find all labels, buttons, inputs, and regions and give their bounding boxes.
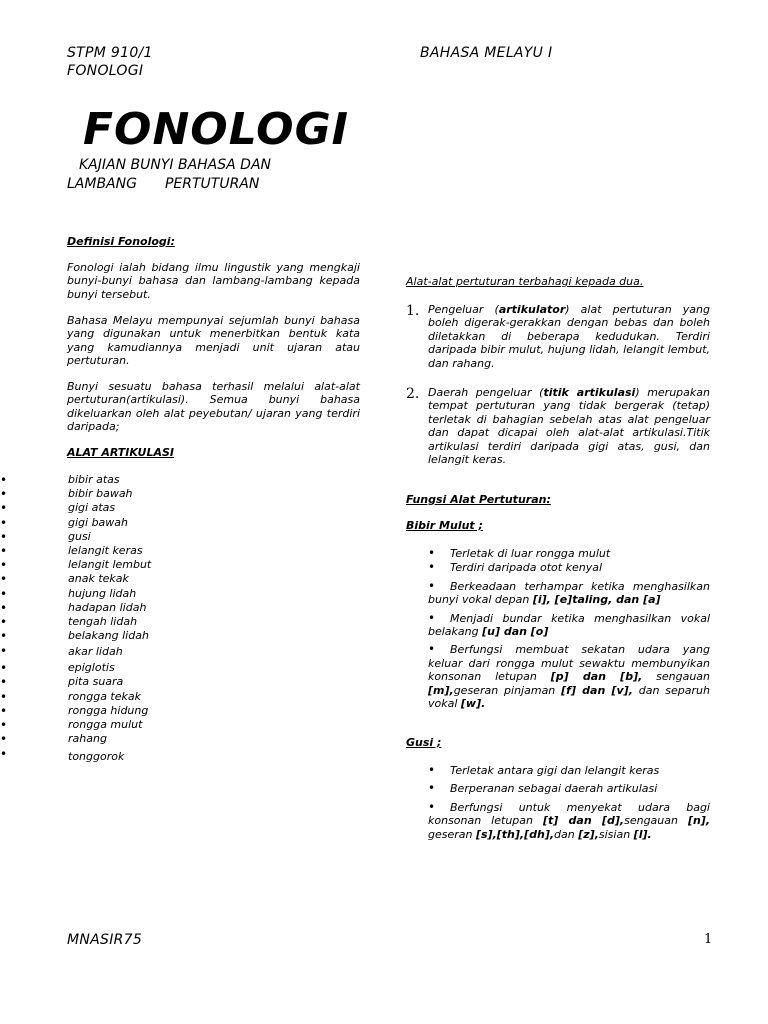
list-item: • bibir bawah [0, 487, 133, 502]
list-item: • Terletak di luar rongga mulut [428, 546, 611, 560]
header-topic: FONOLOGI [67, 63, 144, 79]
list-item: • rongga tekak [0, 689, 141, 704]
header-subject: BAHASA MELAYU I [420, 45, 553, 61]
list-item: • lelangit lembut [0, 558, 152, 573]
list-item: • gigi atas [0, 501, 116, 516]
list-item: • Berperanan sebagai daerah artikulasi [428, 781, 658, 796]
fungsi-heading: Fungsi Alat Pertuturan: [406, 493, 551, 506]
list-item: • hujung lidah [0, 586, 137, 601]
page-number: 1 [704, 932, 713, 947]
list-item: • bibir atas [0, 473, 120, 487]
list-item: • akar lidah [0, 644, 123, 659]
page-title: FONOLOGI [83, 104, 350, 155]
item-2 [406, 386, 710, 466]
list-item: • rongga mulut [0, 718, 143, 732]
gusi-list [406, 764, 710, 841]
list-item: • tonggorok [0, 747, 125, 764]
subtitle-line2: LAMBANG PERTUTURAN [67, 176, 260, 192]
list-item: • rongga hidung [0, 703, 149, 718]
list-item: • rahang [0, 732, 107, 747]
item-2-number: 2. [406, 386, 420, 402]
list-item: • gigi bawah [0, 515, 129, 530]
list-item: • epiglotis [0, 661, 115, 676]
list-item: • Terletak antara gigi dan lelangit keras [428, 763, 660, 777]
alat-artikulasi-heading: ALAT ARTIKULASI [67, 446, 175, 459]
alat-artikulasi-list [0, 473, 360, 766]
list-item: • Berfungsi membuat sekatan udara yang keluar dari rongga mulut sewaktu membunyikan konsonan letupan [p] dan [b], sengauan [m],geseran pinjaman [f] dan [v], dan separuh vokal [w]. [428, 642, 711, 711]
list-item: • Berfungsi untuk menyekat udara bagi konsonan letupan [t] dan [d],sengauan [n], geseran [s],[th],[dh],dan [z],sisian [l]. [428, 799, 711, 841]
list-item: • anak tekak [0, 572, 129, 587]
list-item: • gusi [0, 529, 91, 544]
list-item: • Berkeadaan terhampar ketika menghasilkan bunyi vokal depan [i], [e]taling, dan [a] [428, 578, 710, 607]
subtitle-line1: KAJIAN BUNYI BAHASA DAN [79, 157, 272, 173]
list-item: • pita suara [0, 675, 124, 690]
definisi-heading: Definisi Fonologi: [67, 235, 175, 248]
definisi-para-3: Bunyi sesuatu bahasa terhasil melalui alat-alat pertuturan(artikulasi). Semua bunyi bahasa dikeluarkan oleh alat peyebutan/ ujaran yang terdiri daripada; [67, 380, 360, 434]
list-item: • belakang lidah [0, 629, 149, 644]
definisi-para-2: Bahasa Melayu mempunyai sejumlah bunyi bahasa yang digunakan untuk menerbitkan bentuk kata yang kamudiannya menjadi unit ujaran atau pertuturan. [67, 314, 360, 368]
item-1-text: Pengeluar (artikulator) alat pertuturan yang boleh digerak-gerakkan dengan bebas dan boleh diletakkan di beberapa kedudukan. Terdiri daripada bibir mulut, hujung lidah, lelangit lembut, dan rahang. [428, 303, 710, 370]
bibir-list [406, 547, 710, 710]
list-item: • hadapan lidah [0, 600, 147, 615]
item-1 [406, 303, 710, 370]
item-1-number: 1. [406, 303, 420, 319]
item-2-text: Daerah pengeluar (titik artikulasi) merupakan tempat pertuturan yang tidak bergerak (tetap) terletak di bahagian sebelah atas alat pengeluar dan dapat dicapai oleh alat-alat artikulasi.Titik artikulasi terdiri daripada gigi atas, gusi, dan lelangit keras. [428, 386, 710, 467]
list-item: • Terdiri daripada otot kenyal [428, 560, 603, 575]
gusi-heading: Gusi ; [406, 736, 442, 749]
footer-author: MNASIR75 [67, 932, 143, 948]
bibir-heading: Bibir Mulut ; [406, 519, 483, 532]
definisi-para-1: Fonologi ialah bidang ilmu lingustik yang mengkaji bunyi-bunyi bahasa dan lambang-lambang kepada bunyi tersebut. [67, 261, 360, 301]
list-item: • Menjadi bundar ketika menghasilkan vokal belakang [u] dan [o] [428, 610, 710, 639]
list-item: • tengah lidah [0, 614, 138, 629]
right-intro: Alat-alat pertuturan terbahagi kepada dua. [406, 275, 644, 288]
course-code: STPM 910/1 [67, 45, 153, 61]
list-item: • lelangit keras [0, 543, 143, 558]
